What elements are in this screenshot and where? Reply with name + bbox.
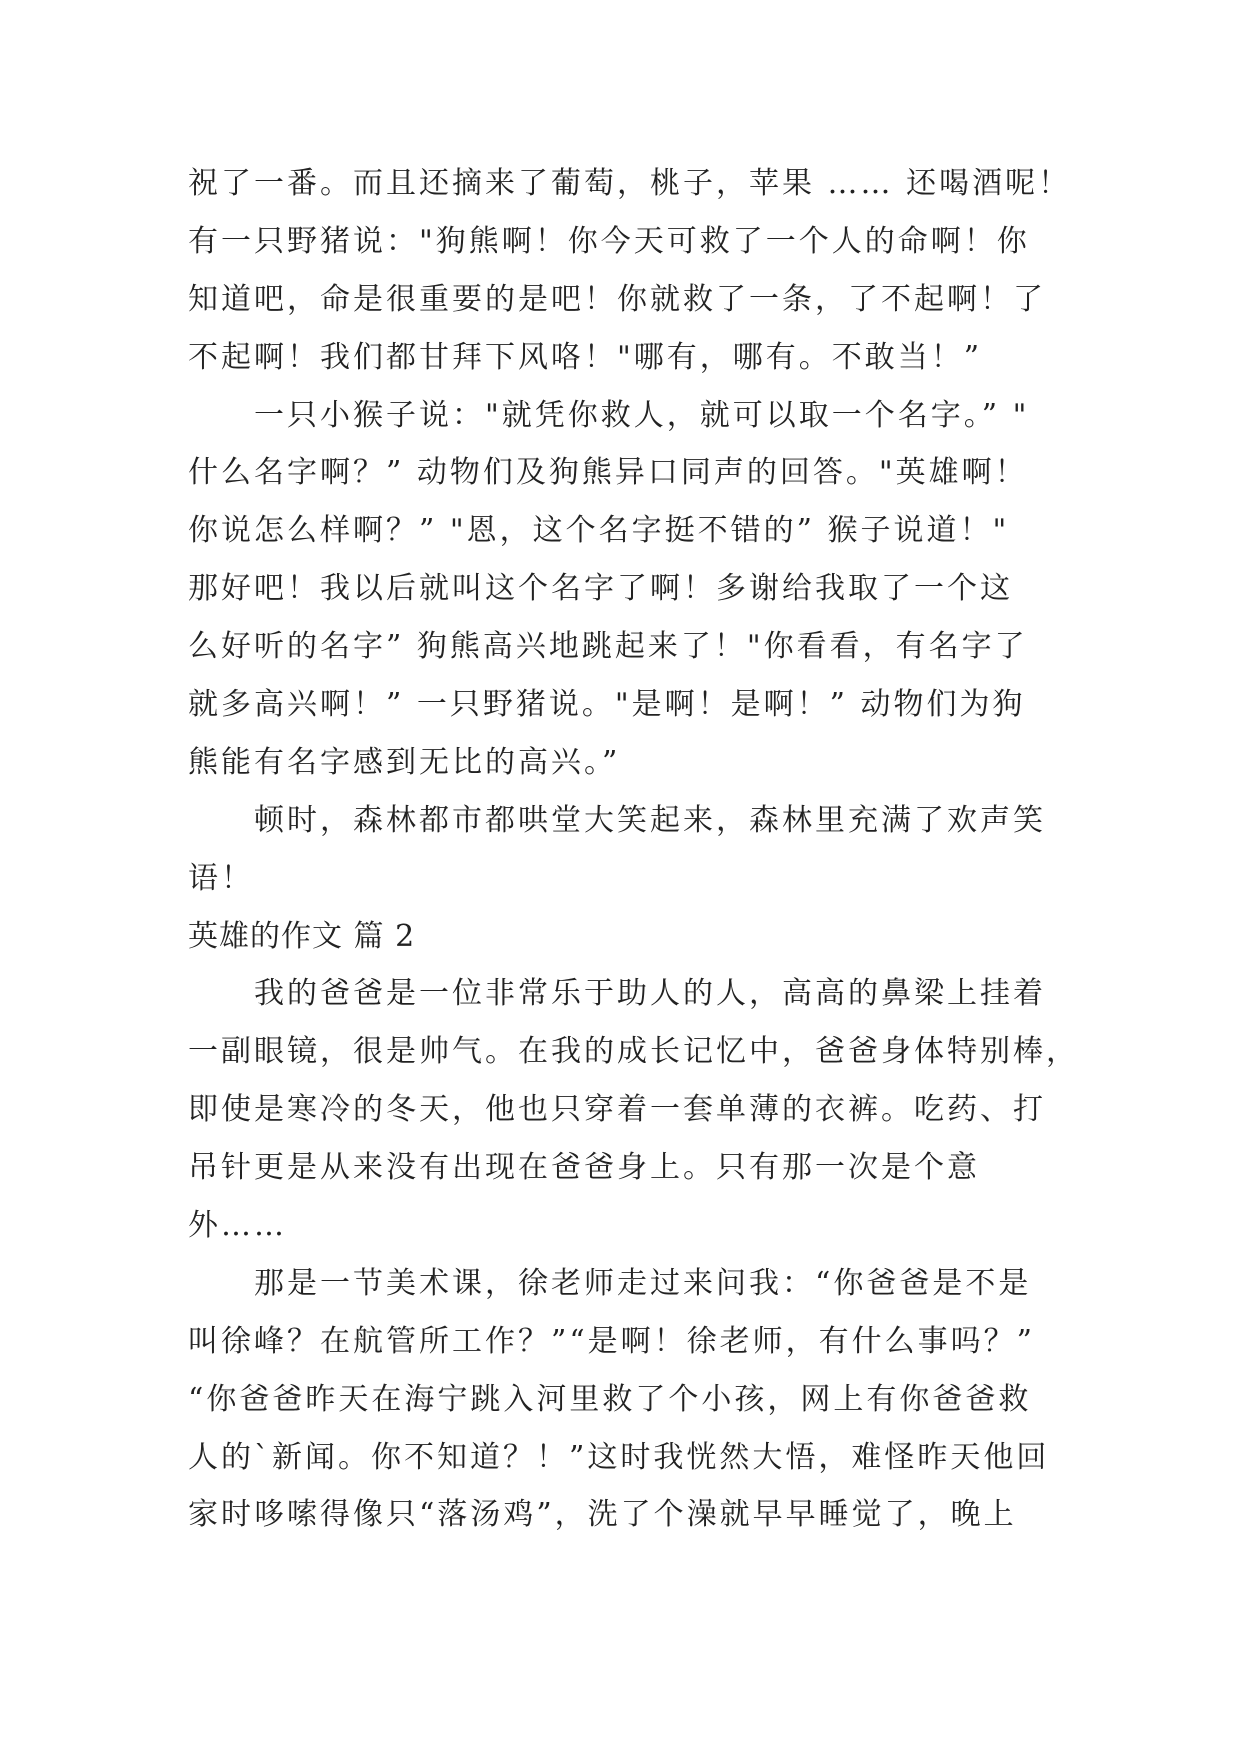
text-line: 外…… (188, 1208, 287, 1244)
paragraph-start-line: 一只小猴子说："就凭你救人，就可以取一个名字。” " (254, 397, 1030, 433)
text-line: 你说怎么样啊？” "恩，这个名字挺不错的” 猴子说道！" (188, 513, 1010, 549)
text-line: 吊针更是从来没有出现在爸爸身上。只有那一次是个意 (188, 1150, 980, 1186)
text-line: 知道吧，命是很重要的是吧！你就救了一条，了不起啊！了 (188, 281, 1046, 317)
text-line: 就多高兴啊！” 一只野猪说。"是啊！是啊！” 动物们为狗 (188, 687, 1026, 723)
text-line: 家时哆嗦得像只“落汤鸡”，洗了个澡就早早睡觉了，晚上 (188, 1497, 1017, 1533)
article-body (188, 155, 1079, 1544)
text-line: 叫徐峰？在航管所工作？”“是啊！徐老师，有什么事吗？” (188, 1323, 1036, 1359)
paragraph-start-line: 顿时，森林都市都哄堂大笑起来，森林里充满了欢声笑 (254, 802, 1046, 838)
text-line: 一副眼镜，很是帅气。在我的成长记忆中，爸爸身体特别棒， (188, 1034, 1079, 1070)
text-line: 熊能有名字感到无比的高兴。” (188, 744, 621, 780)
text-line: 什么名字啊？” 动物们及狗熊异口同声的回答。"英雄啊！ (188, 455, 1028, 491)
text-line: “你爸爸昨天在海宁跳入河里救了个小孩，网上有你爸爸救 (188, 1381, 1032, 1417)
text-line: 有一只野猪说："狗熊啊！你今天可救了一个人的命啊！你 (188, 223, 1030, 259)
text-line: 即使是寒冷的冬天，他也只穿着一套单薄的衣裤。吃药、打 (188, 1092, 1046, 1128)
paragraph-start-line: 那是一节美术课，徐老师走过来问我：“你爸爸是不是 (254, 1265, 1032, 1301)
paragraph-start-line: 我的爸爸是一位非常乐于助人的人，高高的鼻梁上挂着 (254, 976, 1046, 1012)
text-line: 人的`新闻。你不知道？！”这时我恍然大悟，难怪昨天他回 (188, 1439, 1050, 1475)
text-line: 语！ (188, 860, 254, 896)
text-line: 么好听的名字” 狗熊高兴地跳起来了！"你看看，有名字了 (188, 629, 1028, 665)
text-line: 那好吧！我以后就叫这个名字了啊！多谢给我取了一个这 (188, 571, 1013, 607)
section-heading: 英雄的作文 篇 2 (188, 918, 416, 954)
text-line: 祝了一番。而且还摘来了葡萄，桃子，苹果 …… 还喝酒呢！ (188, 166, 1072, 201)
text-line: 不起啊！我们都甘拜下风咯！"哪有，哪有。不敢当！” (188, 339, 983, 375)
